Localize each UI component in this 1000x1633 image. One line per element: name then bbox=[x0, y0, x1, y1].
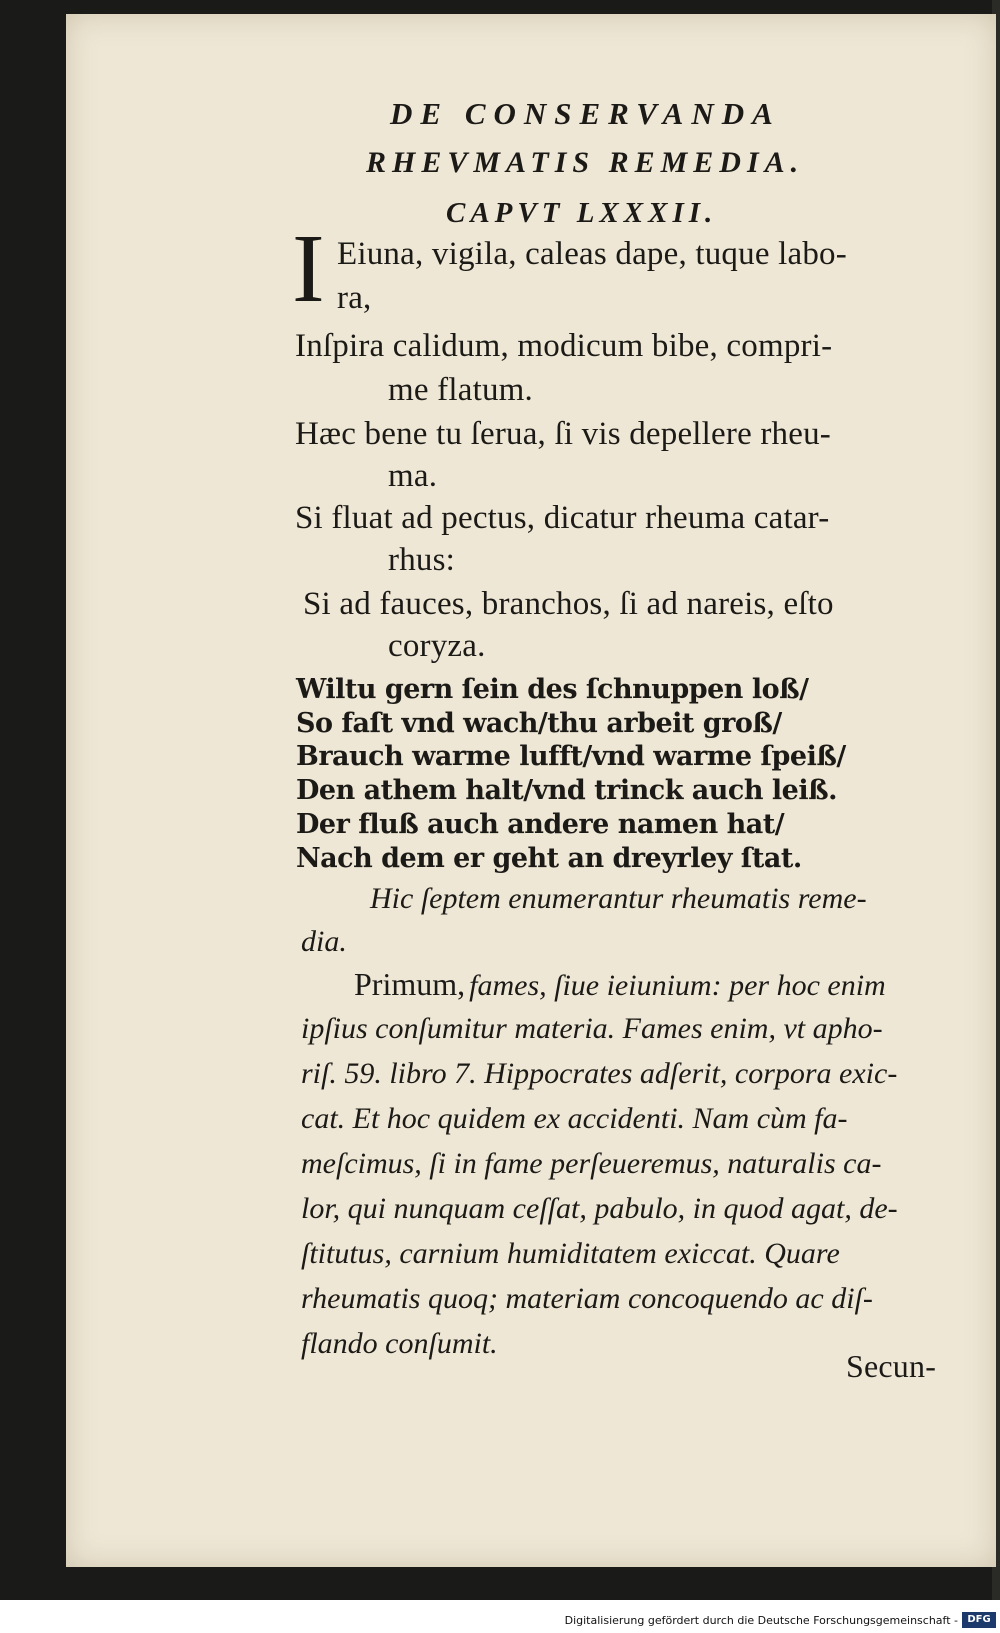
commentary-line bbox=[354, 966, 886, 1003]
commentary-line: meſcimus, ſi in fame perſeueremus, naturalis ca- bbox=[301, 1147, 882, 1180]
verse-line: Inſpira calidum, modicum bibe, compri- bbox=[295, 328, 833, 364]
commentary-line: rheumatis quoq; materiam concoquendo ac diſ- bbox=[301, 1282, 873, 1315]
heading-line-2: RHEVMATIS REMEDIA. bbox=[366, 146, 805, 179]
commentary-line: riſ. 59. libro 7. Hippocrates adſerit, corpora exic- bbox=[301, 1057, 898, 1090]
german-verse-line: So faſt vnd wach/thu arbeit groß/ bbox=[296, 708, 782, 739]
heading-line-1: DE CONSERVANDA bbox=[390, 96, 781, 131]
verse-line: ma. bbox=[388, 458, 438, 494]
german-verse-line: Wiltu gern ſein des ſchnuppen loß/ bbox=[296, 674, 809, 705]
german-verse-line: Nach dem er geht an dreyrley ſtat. bbox=[296, 843, 802, 874]
commentary-line: lor, qui nunquam ceſſat, pabulo, in quod agat, de- bbox=[301, 1192, 898, 1225]
verse-line: ra, bbox=[337, 280, 372, 316]
catchword: Secun- bbox=[846, 1348, 937, 1384]
commentary-line: cat. Et hoc quidem ex accidenti. Nam cùm fa- bbox=[301, 1102, 848, 1135]
drop-initial: I bbox=[292, 215, 325, 323]
verse-line: Hæc bene tu ſerua, ſi vis depellere rheu- bbox=[295, 416, 831, 452]
verse-line: Eiuna, vigila, caleas dape, tuque labo- bbox=[337, 236, 847, 272]
verse-line: Si ad fauces, branchos, ſi ad nareis, eſto bbox=[303, 586, 834, 622]
commentary-line: flando conſumit. bbox=[301, 1327, 498, 1360]
verse-line: rhus: bbox=[388, 542, 455, 578]
german-verse-line: Den athem halt/vnd trinck auch leiß. bbox=[296, 775, 838, 806]
chapter-heading: CAPVT LXXXII. bbox=[446, 197, 718, 229]
commentary-line: Hic ſeptem enumerantur rheumatis reme- bbox=[370, 882, 867, 915]
verse-line: me flatum. bbox=[388, 372, 533, 408]
commentary-line: ſtitutus, carnium humiditatem exiccat. Quare bbox=[301, 1237, 840, 1270]
verse-line: coryza. bbox=[388, 628, 486, 664]
footer-credit: Digitalisierung gefördert durch die Deutsche Forschungsgemeinschaft - bbox=[564, 1614, 958, 1627]
dfg-logo-icon: DFG bbox=[962, 1612, 996, 1628]
commentary-line: dia. bbox=[301, 925, 347, 958]
commentary-lead-word: Primum, bbox=[354, 966, 466, 1002]
german-verse-line: Der fluß auch andere namen hat/ bbox=[296, 809, 785, 840]
digitization-footer bbox=[0, 1600, 1000, 1633]
commentary-line: ipſius conſumitur materia. Fames enim, vt apho- bbox=[301, 1012, 883, 1045]
commentary-text: fames, ſiue ieiunium: per hoc enim bbox=[469, 969, 886, 1002]
german-verse-line: Brauch warme lufft/vnd warme ſpeiß/ bbox=[296, 741, 846, 772]
verse-line: Si fluat ad pectus, dicatur rheuma catar- bbox=[295, 500, 830, 536]
